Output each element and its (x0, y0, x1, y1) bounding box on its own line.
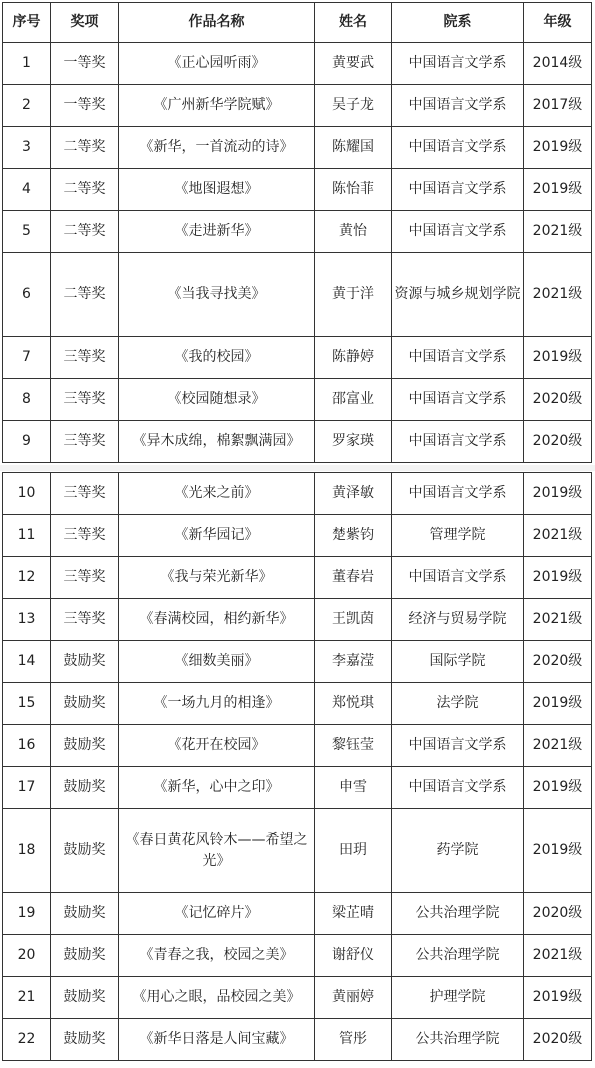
cell-work-title: 《新华园记》 (119, 515, 315, 557)
cell-department: 中国语言文学系 (392, 43, 524, 85)
cell-author: 田玥 (315, 809, 392, 893)
cell-grade: 2019级 (524, 337, 592, 379)
cell-grade: 2020级 (524, 1019, 592, 1061)
cell-work-title: 《光来之前》 (119, 473, 315, 515)
cell-work-title: 《异木成绵，棉絮飘满园》 (119, 421, 315, 463)
cell-award: 三等奖 (51, 515, 119, 557)
cell-department: 经济与贸易学院 (392, 599, 524, 641)
cell-author: 梁芷晴 (315, 893, 392, 935)
cell-author: 黄泽敏 (315, 473, 392, 515)
header-name: 姓名 (315, 3, 392, 43)
cell-award: 三等奖 (51, 473, 119, 515)
cell-award: 鼓励奖 (51, 641, 119, 683)
cell-index: 22 (3, 1019, 51, 1061)
cell-grade: 2019级 (524, 767, 592, 809)
cell-award: 一等奖 (51, 43, 119, 85)
cell-index: 13 (3, 599, 51, 641)
cell-award: 二等奖 (51, 253, 119, 337)
cell-award: 鼓励奖 (51, 767, 119, 809)
cell-award: 三等奖 (51, 337, 119, 379)
table-row (3, 211, 592, 253)
cell-work-title: 《新华，心中之印》 (119, 767, 315, 809)
header-no: 序号 (3, 3, 51, 43)
cell-grade: 2021级 (524, 253, 592, 337)
cell-author: 王凯茵 (315, 599, 392, 641)
table-row (3, 683, 592, 725)
cell-grade: 2021级 (524, 515, 592, 557)
cell-grade: 2017级 (524, 85, 592, 127)
cell-grade: 2019级 (524, 977, 592, 1019)
cell-department: 中国语言文学系 (392, 767, 524, 809)
cell-author: 邵富业 (315, 379, 392, 421)
cell-index: 11 (3, 515, 51, 557)
cell-award: 鼓励奖 (51, 809, 119, 893)
cell-department: 国际学院 (392, 641, 524, 683)
cell-grade: 2021级 (524, 725, 592, 767)
header-award: 奖项 (51, 3, 119, 43)
cell-grade: 2020级 (524, 641, 592, 683)
table-row (3, 169, 592, 211)
cell-work-title: 《我的校园》 (119, 337, 315, 379)
cell-department: 护理学院 (392, 977, 524, 1019)
cell-department: 公共治理学院 (392, 1019, 524, 1061)
cell-department: 中国语言文学系 (392, 725, 524, 767)
cell-department: 资源与城乡规划学院 (392, 253, 524, 337)
cell-work-title: 《花开在校园》 (119, 725, 315, 767)
table-row (3, 557, 592, 599)
cell-grade: 2020级 (524, 421, 592, 463)
cell-index: 16 (3, 725, 51, 767)
cell-award: 鼓励奖 (51, 683, 119, 725)
cell-department: 药学院 (392, 809, 524, 893)
cell-department: 中国语言文学系 (392, 211, 524, 253)
cell-work-title: 《春满校园，相约新华》 (119, 599, 315, 641)
header-dept: 院系 (392, 3, 524, 43)
header-grade: 年级 (524, 3, 592, 43)
cell-author: 黎钰莹 (315, 725, 392, 767)
cell-index: 15 (3, 683, 51, 725)
table-row (3, 977, 592, 1019)
cell-department: 公共治理学院 (392, 893, 524, 935)
cell-author: 黄于洋 (315, 253, 392, 337)
cell-grade: 2019级 (524, 557, 592, 599)
cell-work-title: 《新华，一首流动的诗》 (119, 127, 315, 169)
cell-index: 10 (3, 473, 51, 515)
table-row (3, 127, 592, 169)
cell-index: 17 (3, 767, 51, 809)
cell-author: 管彤 (315, 1019, 392, 1061)
cell-grade: 2021级 (524, 599, 592, 641)
cell-work-title: 《我与荣光新华》 (119, 557, 315, 599)
cell-work-title: 《记忆碎片》 (119, 893, 315, 935)
cell-award: 二等奖 (51, 127, 119, 169)
cell-grade: 2020级 (524, 893, 592, 935)
cell-grade: 2019级 (524, 127, 592, 169)
table-row (3, 935, 592, 977)
cell-grade: 2014级 (524, 43, 592, 85)
cell-author: 楚紫钧 (315, 515, 392, 557)
cell-author: 谢舒仪 (315, 935, 392, 977)
cell-award: 鼓励奖 (51, 1019, 119, 1061)
cell-index: 1 (3, 43, 51, 85)
cell-award: 二等奖 (51, 211, 119, 253)
cell-work-title: 《一场九月的相逢》 (119, 683, 315, 725)
cell-award: 三等奖 (51, 599, 119, 641)
table-row (3, 253, 592, 337)
table-row (3, 599, 592, 641)
cell-award: 鼓励奖 (51, 893, 119, 935)
cell-grade: 2021级 (524, 211, 592, 253)
table-row (3, 725, 592, 767)
cell-work-title: 《校园随想录》 (119, 379, 315, 421)
cell-index: 3 (3, 127, 51, 169)
cell-work-title: 《青春之我，校园之美》 (119, 935, 315, 977)
cell-department: 管理学院 (392, 515, 524, 557)
cell-department: 中国语言文学系 (392, 473, 524, 515)
table-row (3, 43, 592, 85)
cell-author: 陈静婷 (315, 337, 392, 379)
cell-department: 中国语言文学系 (392, 85, 524, 127)
cell-index: 7 (3, 337, 51, 379)
cell-department: 中国语言文学系 (392, 127, 524, 169)
cell-author: 李嘉滢 (315, 641, 392, 683)
cell-author: 陈耀国 (315, 127, 392, 169)
cell-work-title: 《地图遐想》 (119, 169, 315, 211)
awards-table-part-2 (2, 472, 592, 1061)
cell-work-title: 《正心园听雨》 (119, 43, 315, 85)
page-break (0, 465, 595, 471)
cell-award: 鼓励奖 (51, 977, 119, 1019)
cell-index: 4 (3, 169, 51, 211)
cell-work-title: 《当我寻找美》 (119, 253, 315, 337)
cell-index: 5 (3, 211, 51, 253)
table-row (3, 767, 592, 809)
cell-department: 中国语言文学系 (392, 421, 524, 463)
cell-author: 黄怡 (315, 211, 392, 253)
cell-index: 20 (3, 935, 51, 977)
table-row (3, 379, 592, 421)
table-row (3, 515, 592, 557)
cell-grade: 2020级 (524, 379, 592, 421)
table-row (3, 337, 592, 379)
table-row (3, 85, 592, 127)
cell-author: 董春岩 (315, 557, 392, 599)
cell-author: 黄丽婷 (315, 977, 392, 1019)
cell-department: 中国语言文学系 (392, 337, 524, 379)
cell-author: 郑悦琪 (315, 683, 392, 725)
cell-award: 三等奖 (51, 421, 119, 463)
cell-department: 中国语言文学系 (392, 169, 524, 211)
cell-award: 三等奖 (51, 557, 119, 599)
cell-grade: 2019级 (524, 809, 592, 893)
cell-department: 法学院 (392, 683, 524, 725)
table-row (3, 1019, 592, 1061)
cell-grade: 2019级 (524, 683, 592, 725)
table-row (3, 893, 592, 935)
cell-index: 9 (3, 421, 51, 463)
cell-author: 吴子龙 (315, 85, 392, 127)
cell-author: 陈怡菲 (315, 169, 392, 211)
cell-grade: 2021级 (524, 935, 592, 977)
cell-work-title: 《广州新华学院赋》 (119, 85, 315, 127)
cell-award: 鼓励奖 (51, 725, 119, 767)
cell-work-title: 《走进新华》 (119, 211, 315, 253)
awards-table-part-1 (2, 2, 592, 463)
cell-department: 中国语言文学系 (392, 557, 524, 599)
cell-index: 14 (3, 641, 51, 683)
cell-author: 罗家瑛 (315, 421, 392, 463)
header-work: 作品名称 (119, 3, 315, 43)
cell-work-title: 《春日黄花风铃木——希望之光》 (119, 809, 315, 893)
cell-author: 黄要武 (315, 43, 392, 85)
cell-index: 12 (3, 557, 51, 599)
cell-work-title: 《细数美丽》 (119, 641, 315, 683)
table-row (3, 473, 592, 515)
cell-department: 中国语言文学系 (392, 379, 524, 421)
cell-index: 6 (3, 253, 51, 337)
cell-author: 申雪 (315, 767, 392, 809)
cell-index: 18 (3, 809, 51, 893)
cell-department: 公共治理学院 (392, 935, 524, 977)
cell-award: 鼓励奖 (51, 935, 119, 977)
cell-award: 一等奖 (51, 85, 119, 127)
cell-grade: 2019级 (524, 169, 592, 211)
cell-work-title: 《新华日落是人间宝藏》 (119, 1019, 315, 1061)
cell-index: 19 (3, 893, 51, 935)
cell-award: 二等奖 (51, 169, 119, 211)
table-row (3, 421, 592, 463)
table-header-row (3, 3, 592, 43)
cell-work-title: 《用心之眼，品校园之美》 (119, 977, 315, 1019)
table-row (3, 641, 592, 683)
cell-award: 三等奖 (51, 379, 119, 421)
cell-index: 21 (3, 977, 51, 1019)
cell-grade: 2019级 (524, 473, 592, 515)
table-row (3, 809, 592, 893)
cell-index: 2 (3, 85, 51, 127)
cell-index: 8 (3, 379, 51, 421)
